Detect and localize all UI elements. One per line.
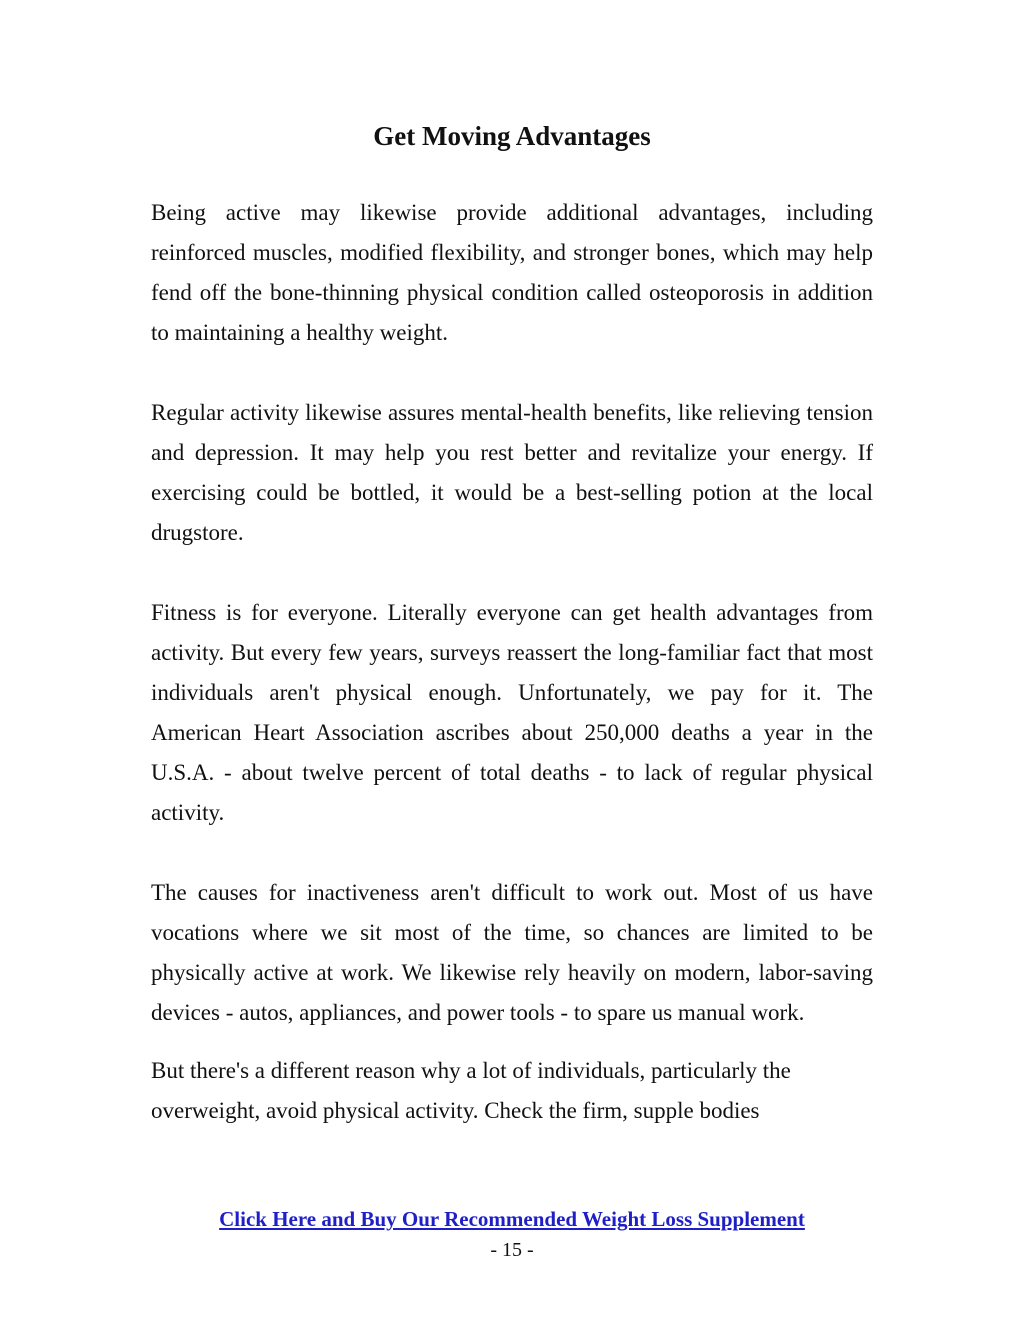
page-number: - 15 - xyxy=(490,1239,534,1261)
paragraph-fitness: Fitness is for everyone. Literally everyone can get health advantages from activity. But every few years, surveys reassert the long-familiar fact that most individuals aren't physical enough. Unfortunately, we pay for it. The American Heart Association ascribes about 250,000 deaths a year in the U.S.A. - about twelve percent of total deaths - to lack of regular physical activity. xyxy=(151,600,873,825)
page-title: Get Moving Advantages xyxy=(373,121,651,151)
paragraph-mental-health: Regular activity likewise assures mental-health benefits, like relieving tension and depression. It may help you rest better and revitalize your energy. If exercising could be bottled, it would be a best-selling potion at the local drugstore. xyxy=(151,400,873,545)
paragraph-benefits: Being active may likewise provide additional advantages, including reinforced muscles, modified flexibility, and stronger bones, which may help fend off the bone-thinning physical condition called osteoporosis in addition to maintaining a healthy weight. xyxy=(151,200,873,345)
paragraph-inactiveness: The causes for inactiveness aren't difficult to work out. Most of us have vocations where we sit most of the time, so chances are limited to be physically active at work. We likewise rely heavily on modern, labor-saving devices - autos, appliances, and power tools - to spare us manual work. xyxy=(151,880,873,1025)
paragraph-different-reason: But there's a different reason why a lot of individuals, particularly the overweight, avoid physical activity. Check the firm, supple bodies xyxy=(151,1058,791,1123)
footer-link-container xyxy=(0,1205,1024,1233)
body-text xyxy=(151,193,873,1131)
buy-supplement-link[interactable]: Click Here and Buy Our Recommended Weight Loss Supplement xyxy=(219,1207,805,1231)
